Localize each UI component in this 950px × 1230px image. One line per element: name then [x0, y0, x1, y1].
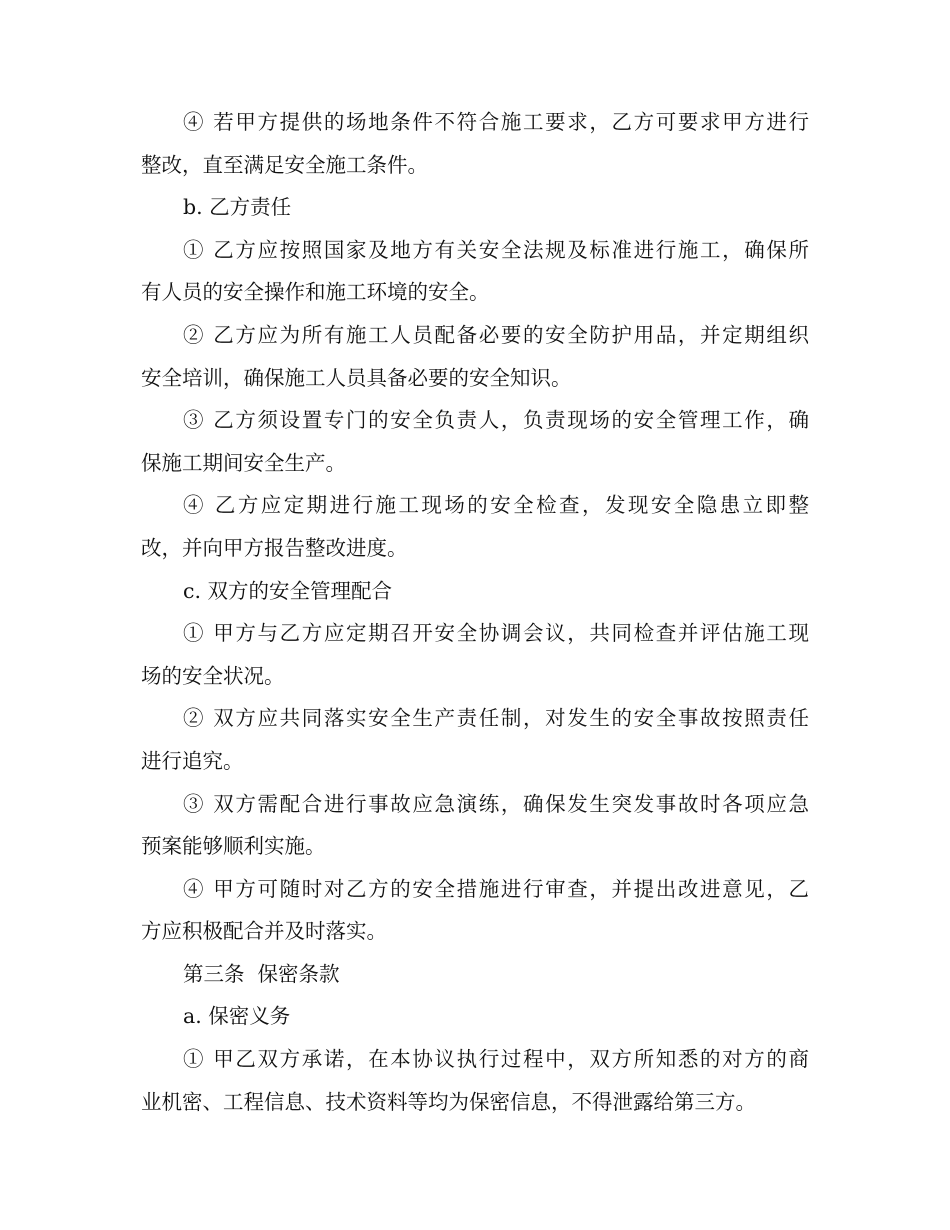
- paragraph-line: 进行追究。: [141, 748, 244, 773]
- article-heading-line: 第三条 保密条款: [183, 961, 340, 986]
- subheading-line: c. 双方的安全管理配合: [183, 578, 393, 603]
- paragraph-line: 业机密、工程信息、技术资料等均为保密信息，不得泄露给第三方。: [141, 1089, 756, 1114]
- paragraph-line: 改，并向甲方报告整改进度。: [141, 535, 408, 560]
- paragraph-line: 场的安全状况。: [141, 663, 285, 688]
- paragraph-line: 安全培训，确保施工人员具备必要的安全知识。: [141, 365, 572, 390]
- paragraph-line: ③ 双方需配合进行事故应急演练，确保发生突发事故时各项应急: [183, 791, 809, 816]
- paragraph-line: ④ 若甲方提供的场地条件不符合施工要求，乙方可要求甲方进行: [183, 110, 809, 134]
- paragraph-line: ① 乙方应按照国家及地方有关安全法规及标准进行施工，确保所: [183, 237, 809, 262]
- document-body: [141, 101, 809, 1123]
- paragraph-line: ① 甲方与乙方应定期召开安全协调会议，共同检查并评估施工现: [183, 621, 809, 646]
- paragraph-clause-4-site-conditions: [141, 101, 809, 186]
- paragraph-line: ② 乙方应为所有施工人员配备必要的安全防护用品，并定期组织: [183, 322, 809, 347]
- subheading-line: b. 乙方责任: [183, 195, 292, 220]
- paragraph-line: 整改，直至满足安全施工条件。: [141, 152, 428, 177]
- paragraph-b-clause-2: [141, 314, 809, 399]
- paragraph-confidentiality-clause-1: [141, 1038, 809, 1123]
- subheading-line: a. 保密义务: [183, 1004, 291, 1029]
- paragraph-b-clause-3: [141, 399, 809, 484]
- paragraph-line: ④ 甲方可随时对乙方的安全措施进行审查，并提出改进意见，乙: [183, 876, 809, 901]
- article-3-heading: [141, 953, 809, 996]
- paragraph-line: ③ 乙方须设置专门的安全负责人，负责现场的安全管理工作，确: [183, 408, 809, 433]
- paragraph-c-clause-4: [141, 868, 809, 953]
- paragraph-line: 有人员的安全操作和施工环境的安全。: [141, 280, 490, 305]
- subheading-party-b-responsibility: [141, 186, 809, 229]
- subheading-joint-safety-cooperation: [141, 570, 809, 613]
- paragraph-c-clause-1: [141, 612, 809, 697]
- paragraph-line: 预案能够顺利实施。: [141, 834, 326, 859]
- paragraph-line: ② 双方应共同落实安全生产责任制，对发生的安全事故按照责任: [183, 706, 809, 731]
- paragraph-c-clause-2: [141, 697, 809, 782]
- paragraph-c-clause-3: [141, 783, 809, 868]
- paragraph-b-clause-4: [141, 484, 809, 569]
- paragraph-line: 保施工期间安全生产。: [141, 450, 346, 475]
- paragraph-line: ④ 乙方应定期进行施工现场的安全检查，发现安全隐患立即整: [183, 493, 809, 518]
- paragraph-line: ① 甲乙双方承诺，在本协议执行过程中，双方所知悉的对方的商: [183, 1047, 809, 1072]
- subheading-confidentiality-obligation: [141, 995, 809, 1038]
- paragraph-line: 方应积极配合并及时落实。: [141, 919, 387, 944]
- paragraph-b-clause-1: [141, 229, 809, 314]
